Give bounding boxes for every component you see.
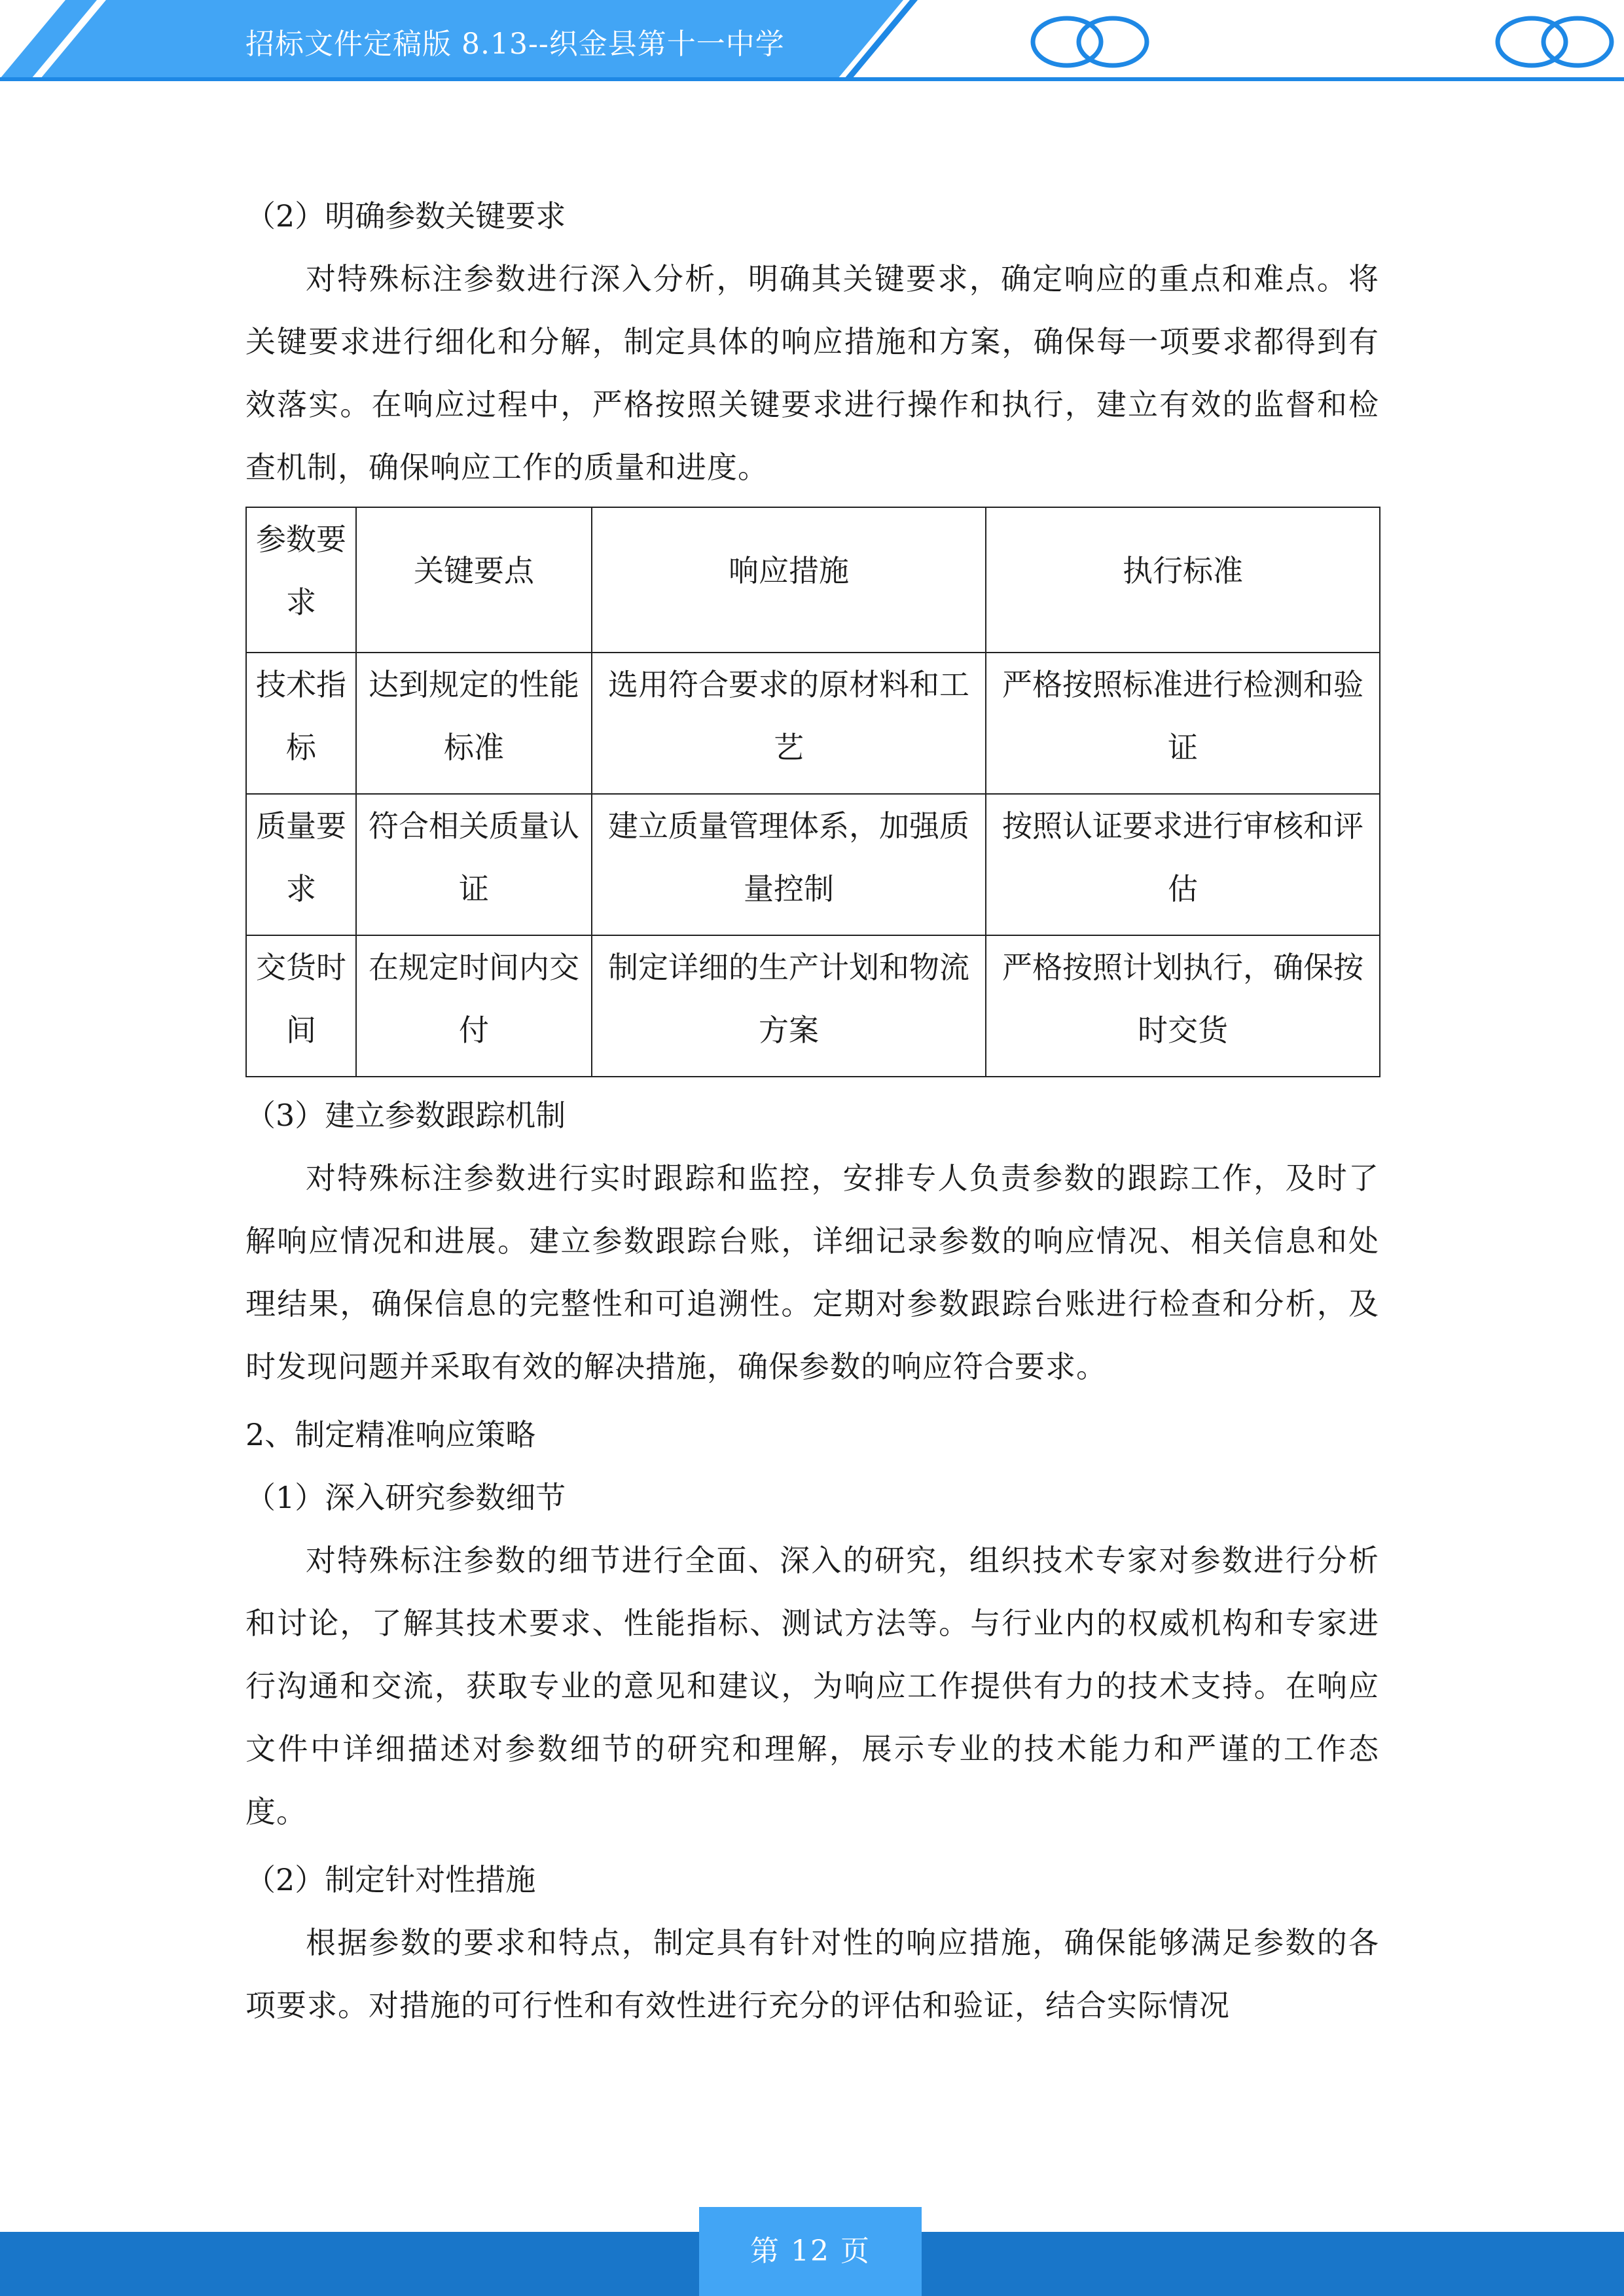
table-cell: 在规定时间内交付 (356, 935, 592, 1077)
paragraph-tracking: 对特殊标注参数进行实时跟踪和监控，安排专人负责参数的跟踪工作，及时了解响应情况和进展。建立参数跟踪台账，详细记录参数的响应情况、相关信息和处理结果，确保信息的完整性和可追溯性。定期对参数跟踪台账进行检查和分析，及时发现问题并采取有效的解决措施，确保参数的响应符合要求。 (245, 1160, 1379, 1384)
table-row (246, 794, 1380, 935)
table-cell: 符合相关质量认证 (356, 794, 592, 935)
table-cell: 建立质量管理体系，加强质量控制 (592, 794, 986, 935)
table-cell: 严格按照计划执行，确保按时交货 (986, 935, 1380, 1077)
parameter-requirements-table (245, 507, 1380, 1077)
section-heading-strategy: 2、制定精准响应策略 (245, 1417, 536, 1452)
section-heading-key-requirements: （2）明确参数关键要求 (245, 198, 566, 234)
header-underline-right (844, 77, 1624, 81)
table-cell: 交货时间 (246, 935, 356, 1077)
page-content (245, 185, 1379, 2037)
table-cell: 技术指标 (246, 653, 356, 794)
header-rings-icon-left (1033, 18, 1147, 65)
table-row (246, 653, 1380, 794)
table-cell: 达到规定的性能标准 (356, 653, 592, 794)
table-row (246, 935, 1380, 1077)
section-heading-tracking: （3）建立参数跟踪机制 (245, 1098, 566, 1133)
paragraph-key-requirements: 对特殊标注参数进行深入分析，明确其关键要求，确定响应的重点和难点。将关键要求进行细化和分解，制定具体的响应措施和方案，确保每一项要求都得到有效落实。在响应过程中，严格按照关键要求进行操作和执行，建立有效的监督和检查机制，确保响应工作的质量和进度。 (245, 261, 1379, 485)
section-heading-research: （1）深入研究参数细节 (245, 1480, 566, 1515)
page-number: 第 12 页 (699, 2207, 922, 2296)
table-header-cell: 参数要求 (246, 507, 356, 653)
paragraph-measures: 根据参数的要求和特点，制定具有针对性的响应措施，确保能够满足参数的各项要求。对措施的可行性和有效性进行充分的评估和验证，结合实际情况 (245, 1925, 1379, 2023)
table-cell: 严格按照标准进行检测和验证 (986, 653, 1380, 794)
table-header-cell: 执行标准 (986, 507, 1380, 653)
table-cell: 选用符合要求的原材料和工艺 (592, 653, 986, 794)
table-header-row (246, 507, 1380, 653)
document-title: 招标文件定稿版 8.13--织金县第十一中学 (245, 27, 785, 61)
table-cell: 按照认证要求进行审核和评估 (986, 794, 1380, 935)
paragraph-research: 对特殊标注参数的细节进行全面、深入的研究，组织技术专家对参数进行分析和讨论，了解其技术要求、性能指标、测试方法等。与行业内的权威机构和专家进行沟通和交流，获取专业的意见和建议，为响应工作提供有力的技术支持。在响应文件中详细描述对参数细节的研究和理解，展示专业的技术能力和严谨的工作态度。 (245, 1543, 1379, 1829)
header-rings-icon-right (1498, 18, 1612, 65)
header-underline-left (0, 77, 851, 81)
header-banner (0, 0, 1624, 92)
table-header-cell: 响应措施 (592, 507, 986, 653)
table-cell: 制定详细的生产计划和物流方案 (592, 935, 986, 1077)
table-header-cell: 关键要点 (356, 507, 592, 653)
section-heading-measures: （2）制定针对性措施 (245, 1862, 536, 1897)
table-cell: 质量要求 (246, 794, 356, 935)
